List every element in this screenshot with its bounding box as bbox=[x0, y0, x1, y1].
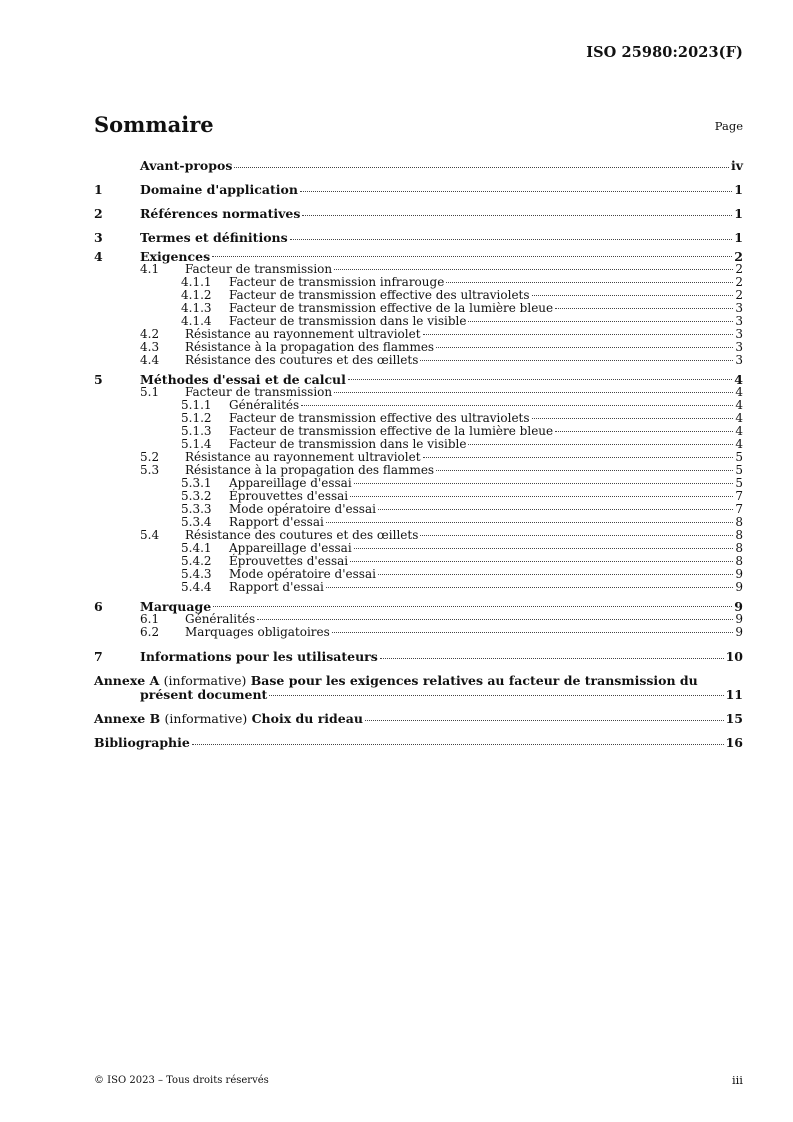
dot-leader bbox=[423, 457, 734, 458]
dot-leader bbox=[212, 256, 732, 257]
toc-entry-page: 2 bbox=[735, 288, 743, 302]
toc-entry-page: 9 bbox=[734, 599, 743, 614]
toc-entry-title: Facteur de transmission effective des ultraviolets bbox=[229, 288, 530, 302]
toc-entry-page: 11 bbox=[725, 687, 743, 702]
toc-entry-number: 4.1.3 bbox=[181, 301, 212, 315]
toc-entry-title: Facteur de transmission bbox=[185, 262, 333, 276]
copyright-footer: © ISO 2023 – Tous droits réservés bbox=[94, 1075, 269, 1086]
annex-type: (informative) bbox=[164, 711, 248, 726]
toc-entry-number: 5.3.1 bbox=[181, 476, 212, 490]
toc-entry-number: 5.3.4 bbox=[181, 515, 212, 529]
toc-bibliography[interactable] bbox=[94, 731, 743, 755]
toc-entry-page: 9 bbox=[735, 580, 743, 594]
page-column-label: Page bbox=[714, 119, 743, 133]
dot-leader bbox=[332, 632, 734, 633]
dot-leader bbox=[555, 431, 733, 432]
dot-leader bbox=[348, 379, 732, 380]
dot-leader bbox=[555, 308, 733, 309]
toc-entry-number: 3 bbox=[94, 230, 103, 245]
toc-entry-number: 2 bbox=[94, 206, 103, 221]
annex-type: (informative) bbox=[163, 673, 247, 688]
toc-entry-page: 8 bbox=[735, 528, 743, 542]
toc-entry-page: 9 bbox=[735, 567, 743, 581]
toc-entry-page: 5 bbox=[735, 463, 743, 477]
toc-entry-page: 2 bbox=[734, 249, 743, 264]
toc-entry-title: Méthodes d'essai et de calcul bbox=[140, 372, 346, 387]
toc-entry-page: 8 bbox=[735, 515, 743, 529]
toc-entry-number: 6 bbox=[94, 599, 103, 614]
footer-page-number: iii bbox=[731, 1073, 743, 1087]
dot-leader bbox=[269, 695, 723, 696]
toc-entry-title: Rapport d'essai bbox=[229, 515, 324, 529]
toc-entry-number: 4.4 bbox=[140, 353, 160, 367]
toc-entry-number: 4.1.2 bbox=[181, 288, 212, 302]
toc-entry-title: Résistance au rayonnement ultraviolet bbox=[185, 450, 421, 464]
toc-entry-page: 2 bbox=[735, 262, 743, 276]
dot-leader bbox=[468, 321, 733, 322]
toc-entry-title: Informations pour les utilisateurs bbox=[140, 649, 378, 664]
dot-leader bbox=[532, 418, 734, 419]
dot-leader bbox=[234, 167, 729, 168]
toc-annex-b[interactable] bbox=[94, 707, 743, 731]
dot-leader bbox=[326, 522, 734, 523]
toc-entry-number: 6.1 bbox=[140, 612, 160, 626]
toc-entry-page: 1 bbox=[734, 230, 743, 245]
dot-leader bbox=[354, 483, 734, 484]
dot-leader bbox=[334, 269, 733, 270]
dot-leader bbox=[420, 535, 733, 536]
toc-entry[interactable] bbox=[94, 581, 743, 594]
dot-leader bbox=[326, 587, 734, 588]
dot-leader bbox=[378, 509, 733, 510]
toc-entry-page: 7 bbox=[735, 502, 743, 516]
toc-entry-number: 5.3.2 bbox=[181, 489, 212, 503]
toc-entry-page: 4 bbox=[734, 372, 743, 387]
toc-entry-number: 6.2 bbox=[140, 625, 160, 639]
toc-entry-title: Domaine d'application bbox=[140, 182, 298, 197]
toc-entry-title: Avant-propos bbox=[140, 158, 233, 173]
toc-entry-title: Résistance des coutures et des œillets bbox=[185, 528, 419, 542]
annex-title-line1: Base pour les exigences relatives au facteur de transmission du bbox=[250, 673, 698, 688]
toc-entry[interactable] bbox=[94, 154, 743, 178]
toc-entry-title: Résistance des coutures et des œillets bbox=[185, 353, 419, 367]
dot-leader bbox=[446, 282, 733, 283]
toc-entry-title: Éprouvettes d'essai bbox=[229, 489, 349, 503]
toc-entry-number: 5.4.1 bbox=[181, 541, 212, 555]
toc-entry-title: Facteur de transmission bbox=[185, 385, 333, 399]
toc-entry-page: 5 bbox=[735, 476, 743, 490]
toc-entry-page: 1 bbox=[734, 206, 743, 221]
toc-entry-title: Généralités bbox=[185, 612, 256, 626]
toc-entry-page: 1 bbox=[734, 182, 743, 197]
table-of-contents bbox=[94, 154, 743, 755]
dot-leader bbox=[380, 658, 724, 659]
toc-entry-number: 5.4.2 bbox=[181, 554, 212, 568]
toc-entry-title: Résistance à la propagation des flammes bbox=[185, 340, 435, 354]
toc-entry-page: 3 bbox=[735, 301, 743, 315]
dot-leader bbox=[378, 574, 733, 575]
toc-entry-title: Facteur de transmission infrarouge bbox=[229, 275, 445, 289]
toc-entry-title: Facteur de transmission effective de la lumière bleue bbox=[229, 301, 554, 315]
toc-entry-number: 4.1.4 bbox=[181, 314, 212, 328]
toc-entry-number: 4 bbox=[94, 249, 103, 264]
toc-entry-title: Résistance à la propagation des flammes bbox=[185, 463, 435, 477]
toc-entry-page: 7 bbox=[735, 489, 743, 503]
dot-leader bbox=[300, 191, 732, 192]
toc-entry[interactable] bbox=[94, 354, 743, 367]
dot-leader bbox=[532, 295, 734, 296]
toc-entry-title: Termes et définitions bbox=[140, 230, 288, 245]
dot-leader bbox=[213, 606, 732, 607]
dot-leader bbox=[468, 444, 733, 445]
toc-entry-number: 5.1.4 bbox=[181, 437, 212, 451]
toc-entry-title: Facteur de transmission effective de la lumière bleue bbox=[229, 424, 554, 438]
toc-entry-title: Facteur de transmission effective des ultraviolets bbox=[229, 411, 530, 425]
dot-leader bbox=[423, 334, 734, 335]
toc-entry-number: 1 bbox=[94, 182, 103, 197]
toc-entry-page: 9 bbox=[735, 625, 743, 639]
toc-entry-page: 3 bbox=[735, 340, 743, 354]
toc-entry-title: Bibliographie bbox=[94, 735, 190, 750]
toc-entry-title: Généralités bbox=[229, 398, 300, 412]
toc-entry-title: Mode opératoire d'essai bbox=[229, 502, 376, 516]
toc-entry-number: 5.4.3 bbox=[181, 567, 212, 581]
toc-entry-page: 4 bbox=[735, 385, 743, 399]
toc-entry-page: 16 bbox=[725, 735, 743, 750]
toc-entry-page: iv bbox=[730, 158, 743, 173]
toc-entry-title: Résistance au rayonnement ultraviolet bbox=[185, 327, 421, 341]
toc-entry-number: 4.2 bbox=[140, 327, 160, 341]
dot-leader bbox=[436, 470, 733, 471]
toc-entry-page: 4 bbox=[735, 437, 743, 451]
toc-entry-number: 5.2 bbox=[140, 450, 160, 464]
dot-leader bbox=[350, 496, 733, 497]
toc-entry-page: 4 bbox=[735, 411, 743, 425]
toc-entry-number: 5.1.3 bbox=[181, 424, 212, 438]
toc-entry-number: 5.1.1 bbox=[181, 398, 212, 412]
toc-entry-page: 3 bbox=[735, 327, 743, 341]
toc-entry-number: 5.4 bbox=[140, 528, 160, 542]
dot-leader bbox=[301, 405, 733, 406]
toc-entry-number: 4.1 bbox=[140, 262, 160, 276]
toc-entry-page: 8 bbox=[735, 554, 743, 568]
toc-entry-number: 5.1.2 bbox=[181, 411, 212, 425]
toc-entry-title: Marquages obligatoires bbox=[185, 625, 330, 639]
toc-entry-title: Éprouvettes d'essai bbox=[229, 554, 349, 568]
toc-entry-page: 8 bbox=[735, 541, 743, 555]
annex-heading bbox=[94, 707, 363, 731]
toc-entry-number: 5.4.4 bbox=[181, 580, 212, 594]
toc-entry-number: 5.3 bbox=[140, 463, 160, 477]
dot-leader bbox=[257, 619, 733, 620]
dot-leader bbox=[436, 347, 733, 348]
toc-entry-page: 10 bbox=[725, 649, 743, 664]
toc-entry-page: 15 bbox=[725, 711, 743, 726]
dot-leader bbox=[350, 561, 733, 562]
toc-entry-page: 3 bbox=[735, 314, 743, 328]
dot-leader bbox=[365, 720, 724, 721]
toc-entry-page: 3 bbox=[735, 353, 743, 367]
toc-entry-title: Références normatives bbox=[140, 206, 301, 221]
toc-entry-title: Marquage bbox=[140, 599, 212, 614]
toc-entry-page: 9 bbox=[735, 612, 743, 626]
toc-entry-title: Facteur de transmission dans le visible bbox=[229, 437, 467, 451]
dot-leader bbox=[354, 548, 734, 549]
toc-entry-number: 7 bbox=[94, 649, 103, 664]
annex-title: Choix du rideau bbox=[251, 711, 363, 726]
toc-entry[interactable] bbox=[94, 645, 743, 669]
toc-entry-title: Appareillage d'essai bbox=[229, 476, 352, 490]
toc-entry-title: Rapport d'essai bbox=[229, 580, 324, 594]
toc-entry[interactable] bbox=[94, 226, 743, 250]
toc-entry-title: Mode opératoire d'essai bbox=[229, 567, 376, 581]
toc-entry-page: 5 bbox=[735, 450, 743, 464]
toc-entry[interactable] bbox=[94, 202, 743, 226]
dot-leader bbox=[290, 239, 733, 240]
toc-entry-title: Appareillage d'essai bbox=[229, 541, 352, 555]
annex-title-line2: présent document bbox=[140, 687, 268, 702]
toc-entry-number: 4.3 bbox=[140, 340, 160, 354]
dot-leader bbox=[334, 392, 733, 393]
toc-heading: Sommaire bbox=[94, 112, 214, 137]
toc-entry-title: Facteur de transmission dans le visible bbox=[229, 314, 467, 328]
toc-entry-page: 4 bbox=[735, 398, 743, 412]
toc-annex-a[interactable] bbox=[94, 674, 743, 702]
toc-entry-number: 5.1 bbox=[140, 385, 160, 399]
dot-leader bbox=[420, 360, 733, 361]
toc-entry-number: 5 bbox=[94, 372, 103, 387]
standard-number: ISO 25980:2023(F) bbox=[586, 44, 743, 61]
toc-entry-page: 2 bbox=[735, 275, 743, 289]
toc-entry[interactable] bbox=[94, 626, 743, 639]
dot-leader bbox=[192, 744, 724, 745]
toc-entry-number: 5.3.3 bbox=[181, 502, 212, 516]
toc-entry[interactable] bbox=[94, 178, 743, 202]
dot-leader bbox=[302, 215, 732, 216]
toc-entry-title: Exigences bbox=[140, 249, 211, 264]
toc-entry-number: 4.1.1 bbox=[181, 275, 212, 289]
annex-label: Annexe A bbox=[94, 673, 160, 688]
toc-entry-page: 4 bbox=[735, 424, 743, 438]
annex-label: Annexe B bbox=[94, 711, 161, 726]
